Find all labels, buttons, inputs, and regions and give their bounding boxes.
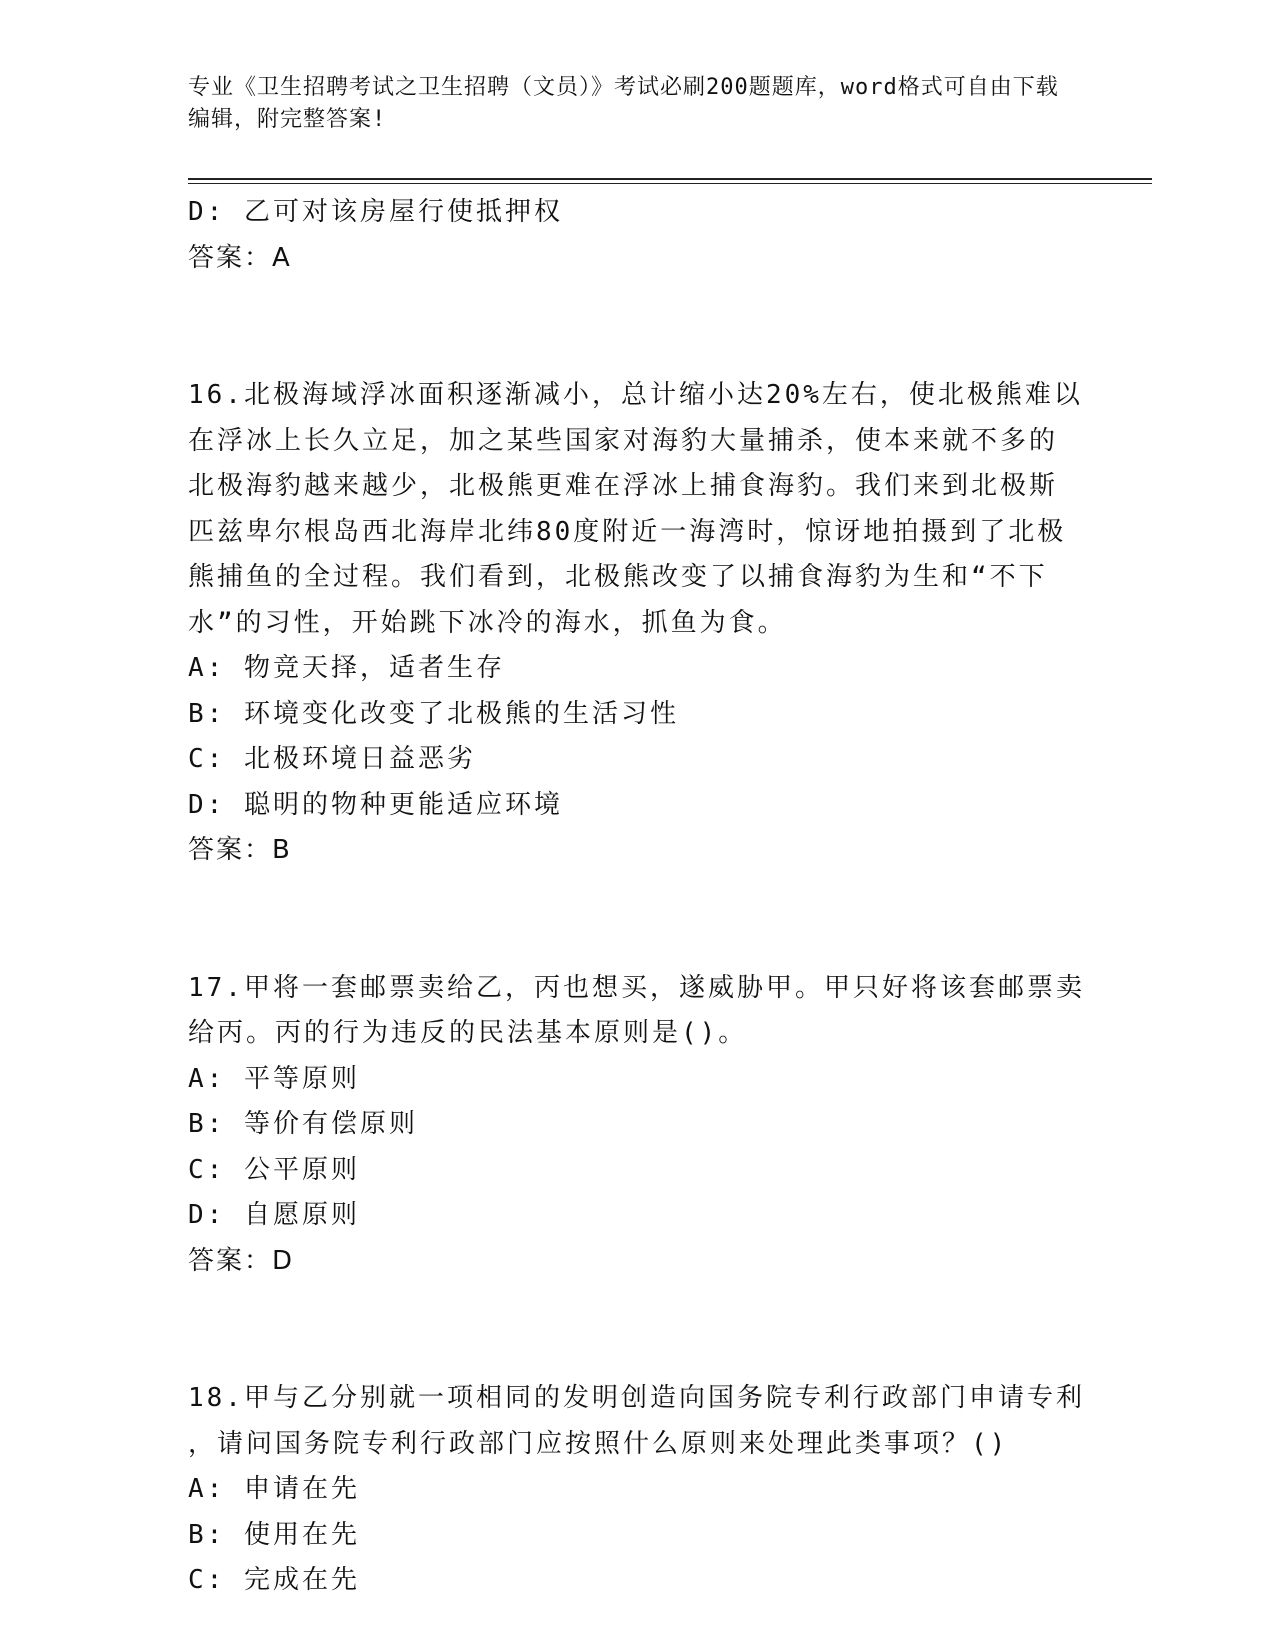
question-16-option-d: D: 聪明的物种更能适应环境 <box>188 789 563 820</box>
question-17-option-b: B: 等价有偿原则 <box>188 1109 418 1139</box>
question-17-stem-line: 给丙。丙的行为违反的民法基本原则是()。 <box>188 1018 748 1048</box>
question-16-answer: 答案：B <box>188 835 292 865</box>
spacer <box>188 1284 1078 1376</box>
question-18-stem-line: 18.甲与乙分别就一项相同的发明创造向国务院专利行政部门申请专利 <box>188 1383 1085 1413</box>
question-16 <box>188 373 1083 874</box>
spacer <box>188 874 1078 966</box>
header-divider-thick <box>188 178 1152 180</box>
question-17-option-a: A: 平等原则 <box>188 1063 360 1094</box>
question-17-option-c: C: 公平原则 <box>188 1154 360 1185</box>
question-16-stem-line: 熊捕鱼的全过程。我们看到，北极熊改变了以捕食海豹为生和“不下 <box>188 562 1048 592</box>
question-18-option-c: C: 完成在先 <box>188 1565 360 1595</box>
header-divider-thin <box>188 183 1152 184</box>
question-16-stem-line: 匹兹卑尔根岛西北海岸北纬80度附近一海湾时，惊讶地拍摄到了北极 <box>188 516 1067 547</box>
spacer <box>188 281 1078 373</box>
question-16-stem-line: 北极海豹越来越少，北极熊更难在浮冰上捕食海豹。我们来到北极斯 <box>188 471 1059 501</box>
question-17-stem-line: 17.甲将一套邮票卖给乙，丙也想买，遂威胁甲。甲只好将该套邮票卖 <box>188 972 1085 1003</box>
page-header: 专业《卫生招聘考试之卫生招聘（文员）》考试必刷200题题库，word格式可自由下载编辑，附完整答案! <box>188 75 1059 132</box>
question-18-option-a: A: 申请在先 <box>188 1474 360 1504</box>
question-content <box>188 190 1085 1604</box>
question-18-stem-line: ，请问国务院专利行政部门应按照什么原则来处理此类事项？() <box>188 1428 1009 1459</box>
question-16-stem-line: 16.北极海域浮冰面积逐渐减小，总计缩小达20%左右，使北极熊难以 <box>188 380 1083 410</box>
question-18-option-b: B: 使用在先 <box>188 1519 360 1550</box>
question-16-stem-line: 水”的习性，开始跳下冰冷的海水，抓鱼为食。 <box>188 607 787 638</box>
question-16-option-c: C: 北极环境日益恶劣 <box>188 744 476 774</box>
question-16-option-b: B: 环境变化改变了北极熊的生活习性 <box>188 698 679 729</box>
option-d-carryover: D: 乙可对该房屋行使抵押权 <box>188 197 563 227</box>
question-16-stem-line: 在浮冰上长久立足，加之某些国家对海豹大量捕杀，使本来就不多的 <box>188 425 1059 456</box>
question-17-option-d: D: 自愿原则 <box>188 1200 360 1230</box>
answer-carryover: 答案：A <box>188 242 292 273</box>
question-16-option-a: A: 物竞天择，适者生存 <box>188 653 505 683</box>
question-17 <box>188 966 1085 1285</box>
question-18 <box>188 1376 1085 1604</box>
question-17-answer: 答案：D <box>188 1245 295 1276</box>
